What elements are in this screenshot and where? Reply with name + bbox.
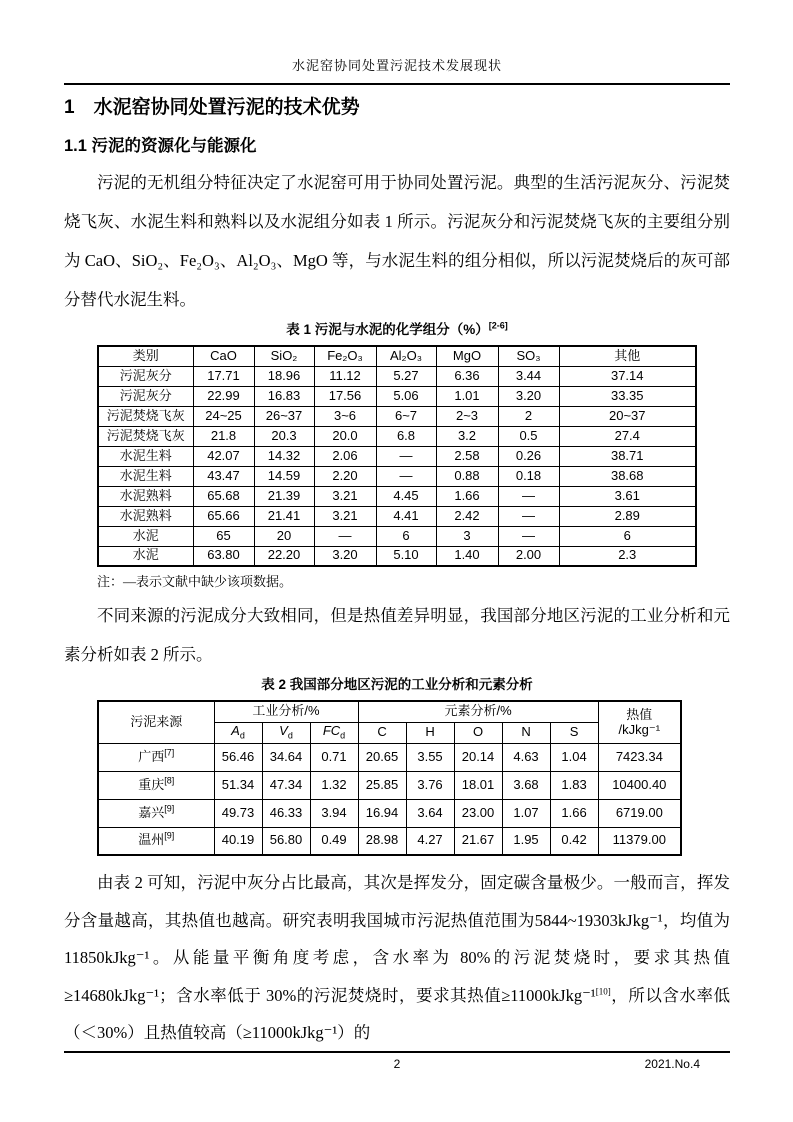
table-cell: 2.00	[498, 546, 559, 566]
table-cell: 3.64	[406, 799, 454, 827]
table-row	[98, 771, 681, 799]
table-cell: 5.27	[376, 366, 436, 386]
table-cell: 23.00	[454, 799, 502, 827]
table2-proximate-ultimate-analysis	[97, 700, 682, 856]
page-footer	[64, 1051, 730, 1075]
table-cell: 3.21	[314, 506, 376, 526]
table-header-cell: CaO	[193, 346, 254, 366]
table-cell: 10400.40	[598, 771, 681, 799]
table-cell: 47.34	[262, 771, 310, 799]
table-cell-source	[98, 799, 214, 827]
table-cell: —	[314, 526, 376, 546]
heat-value-unit: /kJkg⁻¹	[618, 722, 661, 738]
issue-number: 2021.No.4	[644, 1057, 700, 1071]
table1-caption-text: 表 1 污泥与水泥的化学组分（%）	[286, 322, 489, 337]
table-cell: —	[376, 446, 436, 466]
table-cell: 2.20	[314, 466, 376, 486]
table-header-cell: SO₃	[498, 346, 559, 366]
table-header-cell: MgO	[436, 346, 498, 366]
table-cell: 5.06	[376, 386, 436, 406]
table-cell-source	[98, 827, 214, 855]
table-header-cell	[310, 722, 358, 743]
table-header-cell	[262, 722, 310, 743]
table-cell: 20	[254, 526, 314, 546]
symbol-Vd: V	[279, 723, 288, 739]
table-row	[98, 486, 696, 506]
table-header-cell: Fe₂O₃	[314, 346, 376, 366]
table-header-cell	[214, 722, 262, 743]
table-row	[98, 799, 681, 827]
table-row	[98, 827, 681, 855]
table-header-row	[98, 346, 696, 366]
table-cell: 3.2	[436, 426, 498, 446]
table-header-cell: H	[406, 722, 454, 743]
table-cell: 21.8	[193, 426, 254, 446]
table-cell: 56.46	[214, 743, 262, 771]
table-row	[98, 743, 681, 771]
table-cell: 14.32	[254, 446, 314, 466]
table-cell: —	[498, 486, 559, 506]
table-cell: 污泥焚烧飞灰	[98, 406, 193, 426]
table2-caption: 表 2 我国部分地区污泥的工业分析和元素分析	[261, 677, 533, 692]
table-cell-source	[98, 743, 214, 771]
table-cell: 污泥灰分	[98, 366, 193, 386]
table-header-cell: SiO₂	[254, 346, 314, 366]
table-header-cell: 其他	[559, 346, 696, 366]
table-cell: 3	[436, 526, 498, 546]
table-cell: 3.20	[498, 386, 559, 406]
table-cell: 0.88	[436, 466, 498, 486]
table-cell: 水泥	[98, 526, 193, 546]
table-cell-source	[98, 771, 214, 799]
table-header-cell: Al₂O₃	[376, 346, 436, 366]
table-cell: 20.14	[454, 743, 502, 771]
table-cell: 65	[193, 526, 254, 546]
table-cell: 3.21	[314, 486, 376, 506]
table-cell: 42.07	[193, 446, 254, 466]
table-cell: 0.26	[498, 446, 559, 466]
table-cell: 3.94	[310, 799, 358, 827]
source-reference: [8]	[164, 775, 175, 786]
table-cell: 3.20	[314, 546, 376, 566]
page-number: 2	[393, 1057, 401, 1071]
table-cell: 水泥生料	[98, 446, 193, 466]
table-cell: 18.01	[454, 771, 502, 799]
table-cell: 污泥焚烧飞灰	[98, 426, 193, 446]
table-header-cell: S	[550, 722, 598, 743]
table-cell: 6	[559, 526, 696, 546]
table-cell: 24~25	[193, 406, 254, 426]
table-cell: 22.99	[193, 386, 254, 406]
table-cell: —	[498, 506, 559, 526]
table-cell: —	[498, 526, 559, 546]
table-cell: 0.5	[498, 426, 559, 446]
table-cell: 3.44	[498, 366, 559, 386]
table-cell: 20.3	[254, 426, 314, 446]
table-header-cell: O	[454, 722, 502, 743]
paragraph-heat-analysis	[64, 864, 730, 1052]
table-cell: 21.39	[254, 486, 314, 506]
table-cell: 1.66	[550, 799, 598, 827]
table-row	[98, 386, 696, 406]
source-name: 广西	[138, 748, 165, 764]
table-cell: 28.98	[358, 827, 406, 855]
table-cell: 25.85	[358, 771, 406, 799]
table1-chemical-composition	[97, 345, 697, 567]
table-cell: 3.55	[406, 743, 454, 771]
table-cell: 2	[498, 406, 559, 426]
table-cell: 3~6	[314, 406, 376, 426]
table-row	[98, 466, 696, 486]
table-header-cell-ultimate-group: 元素分析/%	[358, 701, 598, 722]
table-cell: 4.27	[406, 827, 454, 855]
table-row	[98, 366, 696, 386]
table-cell: 6~7	[376, 406, 436, 426]
footer-row	[64, 1055, 730, 1075]
table-cell: 46.33	[262, 799, 310, 827]
paragraph-table2-intro: 不同来源的污泥成分大致相同，但是热值差异明显，我国部分地区污泥的工业分析和元素分析如表 2 所示。	[64, 606, 730, 664]
table-cell: 37.14	[559, 366, 696, 386]
table-cell: 18.96	[254, 366, 314, 386]
table-cell: 6	[376, 526, 436, 546]
source-reference: [9]	[164, 830, 175, 841]
table-cell: 3.68	[502, 771, 550, 799]
paragraph-heat-text-2: ，所以含水率低（＜30%）且热值较高（≥11000kJkg⁻¹）的	[64, 985, 731, 1042]
table-row	[98, 506, 696, 526]
table-cell: 4.63	[502, 743, 550, 771]
symbol-Vd-sub: d	[287, 730, 293, 741]
table-cell: 63.80	[193, 546, 254, 566]
table-cell: 6719.00	[598, 799, 681, 827]
table-cell: 2.42	[436, 506, 498, 526]
table-header-cell-heat-value	[598, 701, 681, 743]
table-cell: 1.01	[436, 386, 498, 406]
table-cell: 38.68	[559, 466, 696, 486]
symbol-Ad: A	[231, 723, 240, 739]
table-cell: 34.64	[262, 743, 310, 771]
table-cell: 污泥灰分	[98, 386, 193, 406]
table-cell: 2.3	[559, 546, 696, 566]
table-cell: 2.89	[559, 506, 696, 526]
table-cell: 水泥熟料	[98, 486, 193, 506]
table-cell: 17.56	[314, 386, 376, 406]
table-cell: 33.35	[559, 386, 696, 406]
table-cell: 16.83	[254, 386, 314, 406]
table-cell: 3.61	[559, 486, 696, 506]
table-header-row	[98, 701, 681, 722]
table-cell: 1.07	[502, 799, 550, 827]
source-reference: [7]	[164, 747, 175, 758]
table-row	[98, 546, 696, 566]
symbol-FCd: FC	[322, 723, 341, 739]
table1-note: 注：—表示文献中缺少该项数据。	[97, 574, 293, 589]
table-cell: 40.19	[214, 827, 262, 855]
table-cell: 1.40	[436, 546, 498, 566]
table-cell: 水泥	[98, 546, 193, 566]
table-cell: 49.73	[214, 799, 262, 827]
table-row	[98, 526, 696, 546]
table-cell: 7423.34	[598, 743, 681, 771]
table-row	[98, 446, 696, 466]
symbol-FCd-sub: d	[340, 730, 346, 741]
source-name: 嘉兴	[138, 804, 165, 820]
table-cell: 1.04	[550, 743, 598, 771]
table-header-cell: C	[358, 722, 406, 743]
paragraph-heat-text-1: 由表 2 可知，污泥中灰分占比最高，其次是挥发分，固定碳含量极少。一般而言，挥发分含量越高，其热值也越高。研究表明我国城市污泥热值范围为5844~19303kJkg⁻¹，均值为 11850kJkg⁻¹。从能量平衡角度考虑，含水率为 80%的污泥焚烧时，要求其热值≥14680kJkg⁻¹；含水率低于 30%的污泥焚烧时，要求其热值≥11000kJkg⁻¹	[64, 873, 730, 1005]
table-cell: 22.20	[254, 546, 314, 566]
table-cell: 1.66	[436, 486, 498, 506]
table-cell: 56.80	[262, 827, 310, 855]
table-cell: 51.34	[214, 771, 262, 799]
table-cell: 0.71	[310, 743, 358, 771]
table-cell: 4.45	[376, 486, 436, 506]
section-1-heading: 1 水泥窑协同处置污泥的技术优势	[64, 97, 360, 118]
source-reference: [9]	[164, 803, 175, 814]
table-cell: 1.32	[310, 771, 358, 799]
table-cell: 0.42	[550, 827, 598, 855]
table-cell: 4.41	[376, 506, 436, 526]
source-name: 重庆	[138, 776, 165, 792]
table-cell: 11.12	[314, 366, 376, 386]
table1-caption-reference: [2-6]	[488, 320, 508, 331]
table-cell: 11379.00	[598, 827, 681, 855]
table-row	[98, 406, 696, 426]
symbol-Ad-sub: d	[239, 730, 245, 741]
citation-10: [10]	[595, 986, 611, 996]
heat-value-label: 热值	[626, 707, 653, 723]
table1-caption	[64, 321, 730, 339]
table-cell: 21.41	[254, 506, 314, 526]
table-cell: 2.58	[436, 446, 498, 466]
source-name: 温州	[138, 832, 165, 848]
table-row	[98, 426, 696, 446]
table-cell: 21.67	[454, 827, 502, 855]
table-cell: 65.66	[193, 506, 254, 526]
table-cell: 水泥生料	[98, 466, 193, 486]
table-cell: 26~37	[254, 406, 314, 426]
table-cell: 17.71	[193, 366, 254, 386]
running-header	[64, 0, 730, 85]
paragraph-intro: 污泥的无机组分特征决定了水泥窑可用于协同处置污泥。典型的生活污泥灰分、污泥焚烧飞灰、水泥生料和熟料以及水泥组分如表 1 所示。污泥灰分和污泥焚烧飞灰的主要组分别为 CaO、SiO₂、Fe₂O₃、Al₂O₃、MgO 等，与水泥生料的组分相似，所以污泥焚烧后的灰可部分替代水泥生料。	[64, 173, 730, 309]
table-cell: 0.18	[498, 466, 559, 486]
table-cell: 5.10	[376, 546, 436, 566]
table-header-cell-source: 污泥来源	[98, 701, 214, 743]
running-header-title: 水泥窑协同处置污泥技术发展现状	[291, 58, 502, 73]
table-cell: 1.95	[502, 827, 550, 855]
table-cell: 14.59	[254, 466, 314, 486]
table-cell: 65.68	[193, 486, 254, 506]
table-cell: 20~37	[559, 406, 696, 426]
table-cell: 0.49	[310, 827, 358, 855]
table-cell: 2.06	[314, 446, 376, 466]
table-header-cell-proximate-group: 工业分析/%	[214, 701, 358, 722]
table-cell: —	[376, 466, 436, 486]
table-cell: 6.8	[376, 426, 436, 446]
table-cell: 20.65	[358, 743, 406, 771]
table-cell: 38.71	[559, 446, 696, 466]
table-cell: 27.4	[559, 426, 696, 446]
table-cell: 水泥熟料	[98, 506, 193, 526]
table-cell: 6.36	[436, 366, 498, 386]
table-cell: 1.83	[550, 771, 598, 799]
table-cell: 3.76	[406, 771, 454, 799]
table-cell: 20.0	[314, 426, 376, 446]
table-cell: 43.47	[193, 466, 254, 486]
section-1-1-heading: 1.1 污泥的资源化与能源化	[64, 137, 257, 155]
table-header-cell: N	[502, 722, 550, 743]
table-cell: 2~3	[436, 406, 498, 426]
table-header-cell: 类别	[98, 346, 193, 366]
table-cell: 16.94	[358, 799, 406, 827]
